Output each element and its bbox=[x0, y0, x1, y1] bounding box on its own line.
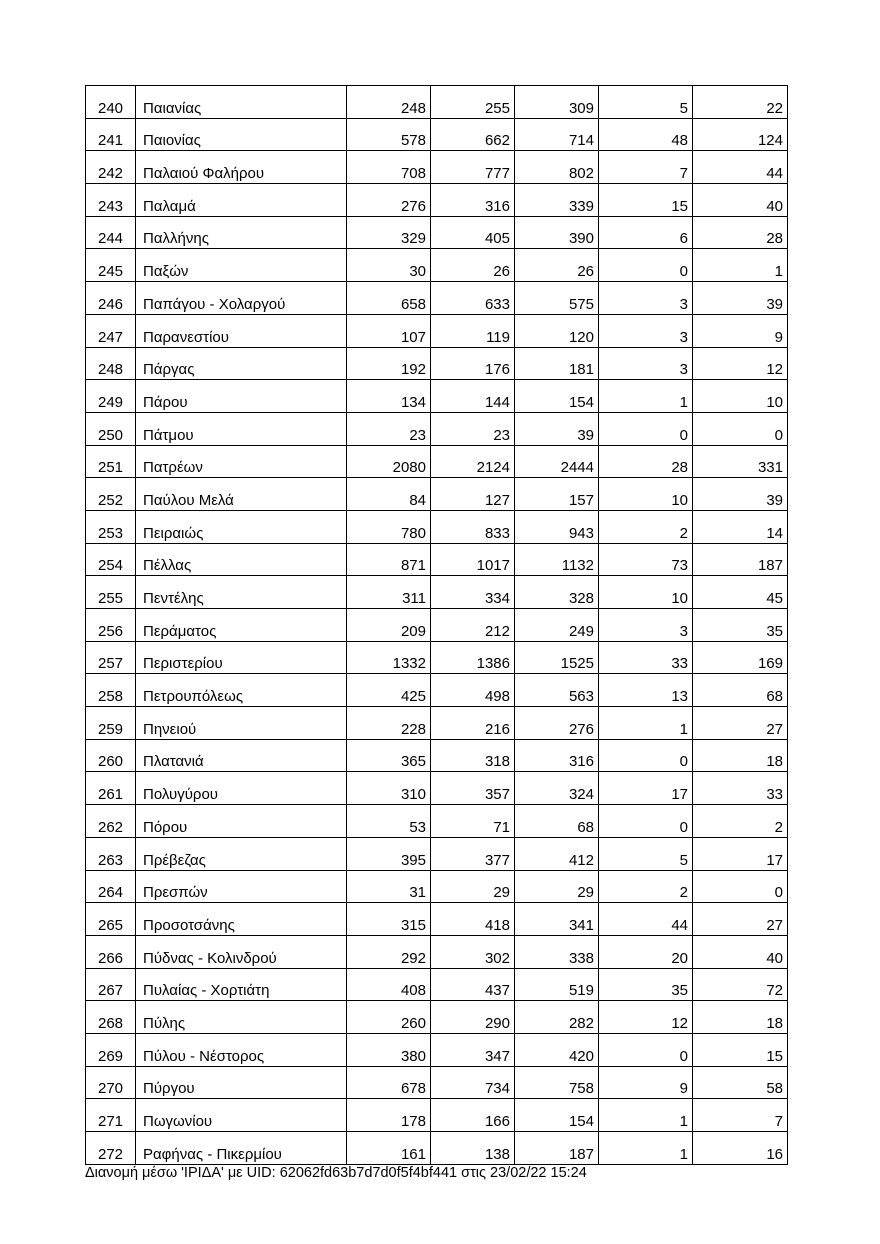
value-cell-5: 14 bbox=[693, 510, 788, 543]
value-cell-4: 17 bbox=[599, 772, 693, 805]
municipality-name-cell: Πολυγύρου bbox=[136, 772, 347, 805]
value-cell-5: 12 bbox=[693, 347, 788, 380]
table-row bbox=[86, 772, 788, 805]
value-cell-4: 2 bbox=[599, 870, 693, 903]
value-cell-1: 30 bbox=[347, 249, 431, 282]
row-number-cell: 244 bbox=[86, 216, 136, 249]
row-number-cell: 269 bbox=[86, 1033, 136, 1066]
value-cell-3: 324 bbox=[515, 772, 599, 805]
value-cell-1: 678 bbox=[347, 1066, 431, 1099]
value-cell-3: 181 bbox=[515, 347, 599, 380]
value-cell-5: 169 bbox=[693, 641, 788, 674]
value-cell-2: 833 bbox=[431, 510, 515, 543]
municipality-table bbox=[85, 85, 788, 1165]
value-cell-3: 412 bbox=[515, 837, 599, 870]
table-row bbox=[86, 576, 788, 609]
value-cell-3: 29 bbox=[515, 870, 599, 903]
municipality-name-cell: Πύδνας - Κολινδρού bbox=[136, 935, 347, 968]
table-row bbox=[86, 641, 788, 674]
value-cell-2: 302 bbox=[431, 935, 515, 968]
municipality-name-cell: Παλαιού Φαλήρου bbox=[136, 151, 347, 184]
value-cell-1: 365 bbox=[347, 739, 431, 772]
table-row bbox=[86, 1033, 788, 1066]
value-cell-5: 45 bbox=[693, 576, 788, 609]
value-cell-3: 157 bbox=[515, 478, 599, 511]
value-cell-5: 0 bbox=[693, 870, 788, 903]
municipality-name-cell: Παλαμά bbox=[136, 184, 347, 217]
value-cell-2: 1386 bbox=[431, 641, 515, 674]
municipality-name-cell: Πυλαίας - Χορτιάτη bbox=[136, 968, 347, 1001]
value-cell-3: 390 bbox=[515, 216, 599, 249]
value-cell-5: 9 bbox=[693, 314, 788, 347]
value-cell-4: 1 bbox=[599, 707, 693, 740]
value-cell-4: 1 bbox=[599, 380, 693, 413]
table-row bbox=[86, 1001, 788, 1034]
value-cell-5: 39 bbox=[693, 478, 788, 511]
value-cell-1: 248 bbox=[347, 86, 431, 119]
row-number-cell: 250 bbox=[86, 412, 136, 445]
table-row bbox=[86, 707, 788, 740]
row-number-cell: 267 bbox=[86, 968, 136, 1001]
value-cell-2: 318 bbox=[431, 739, 515, 772]
value-cell-4: 0 bbox=[599, 412, 693, 445]
row-number-cell: 271 bbox=[86, 1099, 136, 1132]
value-cell-5: 17 bbox=[693, 837, 788, 870]
value-cell-3: 328 bbox=[515, 576, 599, 609]
value-cell-2: 1017 bbox=[431, 543, 515, 576]
value-cell-3: 714 bbox=[515, 118, 599, 151]
table-row bbox=[86, 510, 788, 543]
value-cell-3: 758 bbox=[515, 1066, 599, 1099]
value-cell-1: 329 bbox=[347, 216, 431, 249]
municipality-name-cell: Πέλλας bbox=[136, 543, 347, 576]
value-cell-4: 0 bbox=[599, 805, 693, 838]
value-cell-3: 943 bbox=[515, 510, 599, 543]
value-cell-3: 1132 bbox=[515, 543, 599, 576]
value-cell-4: 7 bbox=[599, 151, 693, 184]
value-cell-1: 84 bbox=[347, 478, 431, 511]
value-cell-5: 124 bbox=[693, 118, 788, 151]
municipality-name-cell: Πατρέων bbox=[136, 445, 347, 478]
distribution-footer: Διανομή μέσω 'ΙΡΙΔΑ' με UID: 62062fd63b7d7d0f5f4bf441 στις 23/02/22 15:24 bbox=[85, 1165, 587, 1181]
value-cell-3: 154 bbox=[515, 380, 599, 413]
row-number-cell: 264 bbox=[86, 870, 136, 903]
table-row bbox=[86, 1066, 788, 1099]
table-row bbox=[86, 968, 788, 1001]
value-cell-2: 71 bbox=[431, 805, 515, 838]
municipality-name-cell: Πωγωνίου bbox=[136, 1099, 347, 1132]
row-number-cell: 248 bbox=[86, 347, 136, 380]
value-cell-4: 2 bbox=[599, 510, 693, 543]
value-cell-4: 48 bbox=[599, 118, 693, 151]
table-row bbox=[86, 86, 788, 119]
value-cell-2: 316 bbox=[431, 184, 515, 217]
municipality-name-cell: Παξών bbox=[136, 249, 347, 282]
row-number-cell: 272 bbox=[86, 1132, 136, 1165]
municipality-name-cell: Πύλου - Νέστορος bbox=[136, 1033, 347, 1066]
value-cell-2: 734 bbox=[431, 1066, 515, 1099]
value-cell-3: 120 bbox=[515, 314, 599, 347]
value-cell-1: 1332 bbox=[347, 641, 431, 674]
value-cell-5: 58 bbox=[693, 1066, 788, 1099]
municipality-name-cell: Παιονίας bbox=[136, 118, 347, 151]
value-cell-5: 27 bbox=[693, 903, 788, 936]
table-row bbox=[86, 445, 788, 478]
table-row bbox=[86, 674, 788, 707]
value-cell-5: 28 bbox=[693, 216, 788, 249]
value-cell-2: 255 bbox=[431, 86, 515, 119]
table-row bbox=[86, 282, 788, 315]
row-number-cell: 262 bbox=[86, 805, 136, 838]
table-row bbox=[86, 543, 788, 576]
row-number-cell: 255 bbox=[86, 576, 136, 609]
value-cell-2: 29 bbox=[431, 870, 515, 903]
table-row bbox=[86, 249, 788, 282]
row-number-cell: 258 bbox=[86, 674, 136, 707]
municipality-name-cell: Πάργας bbox=[136, 347, 347, 380]
value-cell-3: 563 bbox=[515, 674, 599, 707]
value-cell-4: 10 bbox=[599, 478, 693, 511]
value-cell-3: 338 bbox=[515, 935, 599, 968]
municipality-name-cell: Παύλου Μελά bbox=[136, 478, 347, 511]
value-cell-4: 35 bbox=[599, 968, 693, 1001]
value-cell-4: 5 bbox=[599, 86, 693, 119]
value-cell-4: 6 bbox=[599, 216, 693, 249]
value-cell-4: 5 bbox=[599, 837, 693, 870]
row-number-cell: 251 bbox=[86, 445, 136, 478]
row-number-cell: 253 bbox=[86, 510, 136, 543]
value-cell-1: 292 bbox=[347, 935, 431, 968]
row-number-cell: 240 bbox=[86, 86, 136, 119]
value-cell-5: 18 bbox=[693, 739, 788, 772]
table-row bbox=[86, 478, 788, 511]
value-cell-5: 1 bbox=[693, 249, 788, 282]
value-cell-2: 138 bbox=[431, 1132, 515, 1165]
value-cell-3: 339 bbox=[515, 184, 599, 217]
value-cell-1: 315 bbox=[347, 903, 431, 936]
table-row bbox=[86, 805, 788, 838]
row-number-cell: 254 bbox=[86, 543, 136, 576]
value-cell-2: 377 bbox=[431, 837, 515, 870]
value-cell-1: 228 bbox=[347, 707, 431, 740]
value-cell-2: 777 bbox=[431, 151, 515, 184]
value-cell-1: 871 bbox=[347, 543, 431, 576]
row-number-cell: 270 bbox=[86, 1066, 136, 1099]
value-cell-3: 276 bbox=[515, 707, 599, 740]
municipality-name-cell: Παλλήνης bbox=[136, 216, 347, 249]
municipality-name-cell: Περιστερίου bbox=[136, 641, 347, 674]
value-cell-5: 2 bbox=[693, 805, 788, 838]
table-row bbox=[86, 1099, 788, 1132]
value-cell-1: 780 bbox=[347, 510, 431, 543]
value-cell-1: 2080 bbox=[347, 445, 431, 478]
value-cell-3: 249 bbox=[515, 609, 599, 642]
row-number-cell: 266 bbox=[86, 935, 136, 968]
value-cell-5: 15 bbox=[693, 1033, 788, 1066]
value-cell-4: 10 bbox=[599, 576, 693, 609]
value-cell-5: 35 bbox=[693, 609, 788, 642]
value-cell-3: 316 bbox=[515, 739, 599, 772]
value-cell-3: 802 bbox=[515, 151, 599, 184]
row-number-cell: 252 bbox=[86, 478, 136, 511]
value-cell-3: 39 bbox=[515, 412, 599, 445]
municipality-name-cell: Πόρου bbox=[136, 805, 347, 838]
value-cell-1: 134 bbox=[347, 380, 431, 413]
value-cell-4: 15 bbox=[599, 184, 693, 217]
row-number-cell: 260 bbox=[86, 739, 136, 772]
value-cell-2: 662 bbox=[431, 118, 515, 151]
value-cell-2: 347 bbox=[431, 1033, 515, 1066]
value-cell-4: 9 bbox=[599, 1066, 693, 1099]
value-cell-1: 395 bbox=[347, 837, 431, 870]
municipality-name-cell: Πειραιώς bbox=[136, 510, 347, 543]
value-cell-2: 212 bbox=[431, 609, 515, 642]
row-number-cell: 242 bbox=[86, 151, 136, 184]
value-cell-2: 405 bbox=[431, 216, 515, 249]
value-cell-3: 282 bbox=[515, 1001, 599, 1034]
value-cell-5: 22 bbox=[693, 86, 788, 119]
value-cell-5: 33 bbox=[693, 772, 788, 805]
municipality-name-cell: Πρεσπών bbox=[136, 870, 347, 903]
row-number-cell: 245 bbox=[86, 249, 136, 282]
value-cell-2: 437 bbox=[431, 968, 515, 1001]
municipality-name-cell: Πάρου bbox=[136, 380, 347, 413]
value-cell-4: 3 bbox=[599, 609, 693, 642]
value-cell-5: 16 bbox=[693, 1132, 788, 1165]
value-cell-1: 192 bbox=[347, 347, 431, 380]
value-cell-1: 53 bbox=[347, 805, 431, 838]
row-number-cell: 261 bbox=[86, 772, 136, 805]
value-cell-4: 0 bbox=[599, 249, 693, 282]
value-cell-2: 26 bbox=[431, 249, 515, 282]
table-row bbox=[86, 837, 788, 870]
value-cell-3: 420 bbox=[515, 1033, 599, 1066]
row-number-cell: 263 bbox=[86, 837, 136, 870]
municipality-name-cell: Πάτμου bbox=[136, 412, 347, 445]
row-number-cell: 243 bbox=[86, 184, 136, 217]
table-row bbox=[86, 314, 788, 347]
value-cell-5: 10 bbox=[693, 380, 788, 413]
municipality-name-cell: Πεντέλης bbox=[136, 576, 347, 609]
value-cell-2: 166 bbox=[431, 1099, 515, 1132]
value-cell-4: 3 bbox=[599, 347, 693, 380]
table-row bbox=[86, 935, 788, 968]
value-cell-3: 1525 bbox=[515, 641, 599, 674]
table-row bbox=[86, 151, 788, 184]
value-cell-4: 12 bbox=[599, 1001, 693, 1034]
value-cell-1: 658 bbox=[347, 282, 431, 315]
table-row bbox=[86, 118, 788, 151]
value-cell-5: 27 bbox=[693, 707, 788, 740]
value-cell-5: 44 bbox=[693, 151, 788, 184]
value-cell-2: 176 bbox=[431, 347, 515, 380]
value-cell-1: 310 bbox=[347, 772, 431, 805]
value-cell-2: 334 bbox=[431, 576, 515, 609]
value-cell-4: 44 bbox=[599, 903, 693, 936]
value-cell-4: 28 bbox=[599, 445, 693, 478]
value-cell-5: 40 bbox=[693, 184, 788, 217]
table-row bbox=[86, 739, 788, 772]
value-cell-4: 3 bbox=[599, 282, 693, 315]
value-cell-2: 633 bbox=[431, 282, 515, 315]
table-row bbox=[86, 412, 788, 445]
value-cell-5: 18 bbox=[693, 1001, 788, 1034]
value-cell-5: 40 bbox=[693, 935, 788, 968]
value-cell-2: 127 bbox=[431, 478, 515, 511]
value-cell-5: 187 bbox=[693, 543, 788, 576]
table-row bbox=[86, 609, 788, 642]
table-row bbox=[86, 216, 788, 249]
value-cell-3: 187 bbox=[515, 1132, 599, 1165]
value-cell-4: 1 bbox=[599, 1099, 693, 1132]
value-cell-5: 7 bbox=[693, 1099, 788, 1132]
value-cell-5: 39 bbox=[693, 282, 788, 315]
value-cell-3: 575 bbox=[515, 282, 599, 315]
value-cell-1: 276 bbox=[347, 184, 431, 217]
value-cell-2: 290 bbox=[431, 1001, 515, 1034]
value-cell-3: 341 bbox=[515, 903, 599, 936]
value-cell-4: 33 bbox=[599, 641, 693, 674]
value-cell-4: 13 bbox=[599, 674, 693, 707]
value-cell-5: 68 bbox=[693, 674, 788, 707]
value-cell-5: 331 bbox=[693, 445, 788, 478]
value-cell-1: 408 bbox=[347, 968, 431, 1001]
value-cell-2: 418 bbox=[431, 903, 515, 936]
value-cell-1: 380 bbox=[347, 1033, 431, 1066]
value-cell-2: 216 bbox=[431, 707, 515, 740]
municipality-name-cell: Παρανεστίου bbox=[136, 314, 347, 347]
municipality-name-cell: Πύργου bbox=[136, 1066, 347, 1099]
municipality-name-cell: Προσοτσάνης bbox=[136, 903, 347, 936]
table-row bbox=[86, 347, 788, 380]
municipality-name-cell: Πλατανιά bbox=[136, 739, 347, 772]
value-cell-1: 311 bbox=[347, 576, 431, 609]
municipality-name-cell: Πετρουπόλεως bbox=[136, 674, 347, 707]
value-cell-5: 0 bbox=[693, 412, 788, 445]
row-number-cell: 247 bbox=[86, 314, 136, 347]
value-cell-3: 2444 bbox=[515, 445, 599, 478]
municipality-name-cell: Ραφήνας - Πικερμίου bbox=[136, 1132, 347, 1165]
value-cell-3: 68 bbox=[515, 805, 599, 838]
table-row bbox=[86, 380, 788, 413]
municipality-name-cell: Πηνειού bbox=[136, 707, 347, 740]
value-cell-4: 3 bbox=[599, 314, 693, 347]
value-cell-4: 73 bbox=[599, 543, 693, 576]
municipality-name-cell: Πύλης bbox=[136, 1001, 347, 1034]
value-cell-4: 20 bbox=[599, 935, 693, 968]
value-cell-3: 154 bbox=[515, 1099, 599, 1132]
value-cell-2: 498 bbox=[431, 674, 515, 707]
value-cell-1: 578 bbox=[347, 118, 431, 151]
row-number-cell: 259 bbox=[86, 707, 136, 740]
value-cell-2: 357 bbox=[431, 772, 515, 805]
value-cell-2: 23 bbox=[431, 412, 515, 445]
value-cell-4: 1 bbox=[599, 1132, 693, 1165]
row-number-cell: 249 bbox=[86, 380, 136, 413]
row-number-cell: 257 bbox=[86, 641, 136, 674]
row-number-cell: 268 bbox=[86, 1001, 136, 1034]
value-cell-3: 309 bbox=[515, 86, 599, 119]
row-number-cell: 265 bbox=[86, 903, 136, 936]
value-cell-1: 107 bbox=[347, 314, 431, 347]
row-number-cell: 256 bbox=[86, 609, 136, 642]
value-cell-1: 23 bbox=[347, 412, 431, 445]
value-cell-2: 2124 bbox=[431, 445, 515, 478]
value-cell-1: 708 bbox=[347, 151, 431, 184]
table-row bbox=[86, 1132, 788, 1165]
municipality-name-cell: Περάματος bbox=[136, 609, 347, 642]
value-cell-1: 425 bbox=[347, 674, 431, 707]
municipality-name-cell: Πρέβεζας bbox=[136, 837, 347, 870]
row-number-cell: 241 bbox=[86, 118, 136, 151]
municipality-name-cell: Παπάγου - Χολαργού bbox=[136, 282, 347, 315]
table-body bbox=[86, 86, 788, 1165]
value-cell-2: 119 bbox=[431, 314, 515, 347]
value-cell-1: 178 bbox=[347, 1099, 431, 1132]
value-cell-1: 161 bbox=[347, 1132, 431, 1165]
table-row bbox=[86, 870, 788, 903]
value-cell-3: 26 bbox=[515, 249, 599, 282]
row-number-cell: 246 bbox=[86, 282, 136, 315]
value-cell-1: 209 bbox=[347, 609, 431, 642]
table-row bbox=[86, 903, 788, 936]
value-cell-4: 0 bbox=[599, 1033, 693, 1066]
municipality-name-cell: Παιανίας bbox=[136, 86, 347, 119]
value-cell-2: 144 bbox=[431, 380, 515, 413]
value-cell-1: 260 bbox=[347, 1001, 431, 1034]
value-cell-4: 0 bbox=[599, 739, 693, 772]
value-cell-1: 31 bbox=[347, 870, 431, 903]
value-cell-5: 72 bbox=[693, 968, 788, 1001]
table-row bbox=[86, 184, 788, 217]
value-cell-3: 519 bbox=[515, 968, 599, 1001]
